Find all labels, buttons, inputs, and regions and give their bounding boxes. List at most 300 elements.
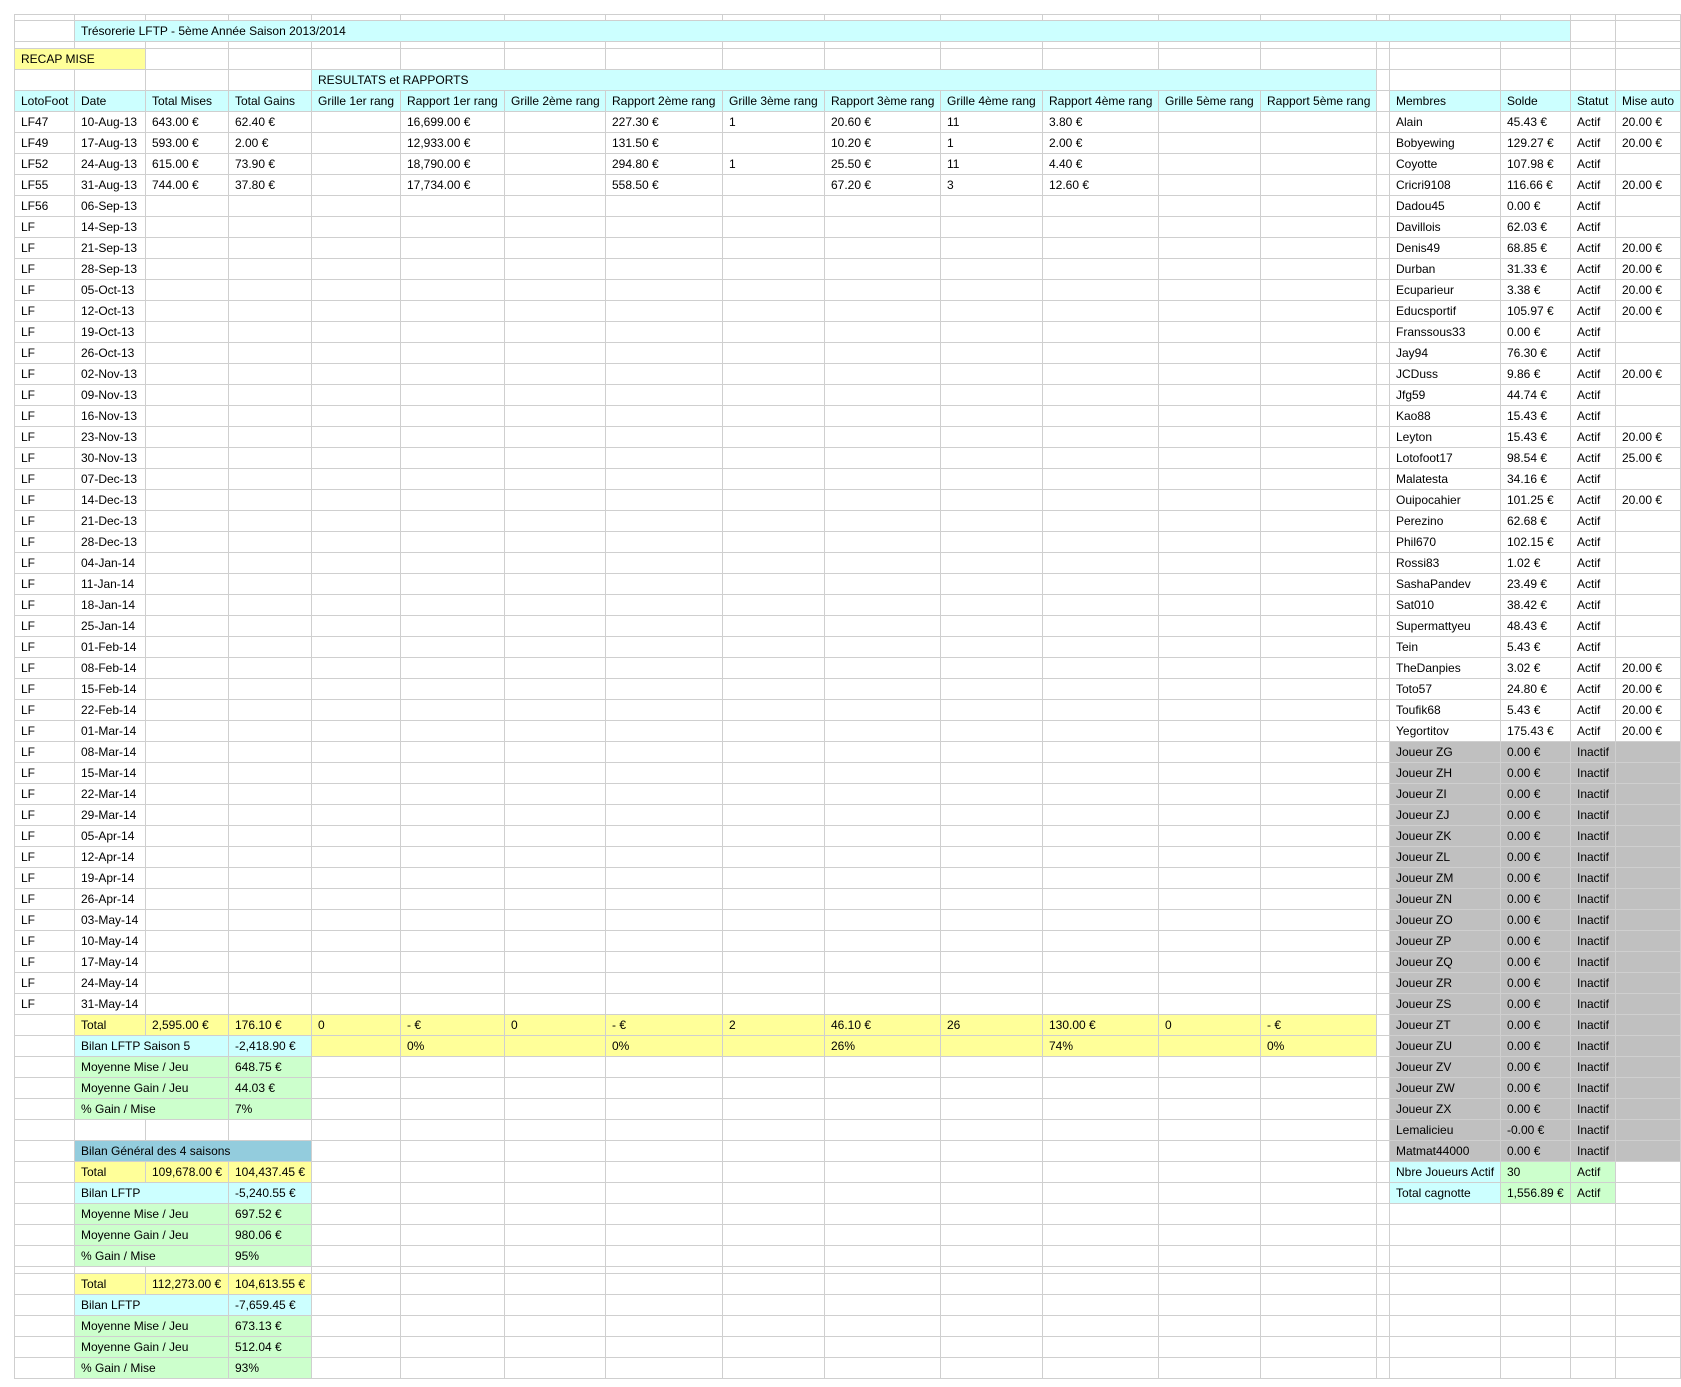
- empty-cell[interactable]: [941, 1057, 1043, 1078]
- game-value-cell[interactable]: [825, 469, 941, 490]
- game-value-cell[interactable]: [1159, 574, 1261, 595]
- general-value[interactable]: 673.13 €: [229, 1316, 312, 1337]
- empty-cell[interactable]: [1043, 1120, 1159, 1141]
- game-value-cell[interactable]: [1261, 994, 1377, 1015]
- empty-cell[interactable]: [1159, 1120, 1261, 1141]
- spacer-cell[interactable]: [1377, 994, 1390, 1015]
- general-value[interactable]: 697.52 €: [229, 1204, 312, 1225]
- game-value-cell[interactable]: [312, 196, 401, 217]
- spacer-cell[interactable]: [1377, 1141, 1390, 1162]
- game-value-cell[interactable]: [1261, 406, 1377, 427]
- spacer-cell[interactable]: [1377, 1225, 1390, 1246]
- game-value-cell[interactable]: [229, 616, 312, 637]
- game-id-cell[interactable]: LF: [15, 322, 75, 343]
- game-value-cell[interactable]: [401, 805, 505, 826]
- total-cell[interactable]: [15, 1015, 75, 1036]
- game-value-cell[interactable]: [1159, 301, 1261, 322]
- game-value-cell[interactable]: [1043, 385, 1159, 406]
- empty-cell[interactable]: [229, 42, 312, 49]
- empty-cell[interactable]: [606, 1204, 723, 1225]
- recap-label[interactable]: RECAP MISE: [15, 49, 146, 70]
- game-value-cell[interactable]: [1261, 427, 1377, 448]
- game-value-cell[interactable]: [1261, 784, 1377, 805]
- member-balance-cell[interactable]: 0.00 €: [1501, 784, 1571, 805]
- game-value-cell[interactable]: [1043, 637, 1159, 658]
- game-value-cell[interactable]: [606, 301, 723, 322]
- general-label[interactable]: % Gain / Mise: [75, 1246, 229, 1267]
- game-value-cell[interactable]: 12,933.00 €: [401, 133, 505, 154]
- empty-cell[interactable]: [723, 1162, 825, 1183]
- general-label[interactable]: Moyenne Gain / Jeu: [75, 1225, 229, 1246]
- game-date-cell[interactable]: 17-May-14: [75, 952, 146, 973]
- empty-cell[interactable]: [75, 1267, 146, 1274]
- game-value-cell[interactable]: [505, 175, 606, 196]
- empty-cell[interactable]: [1261, 1057, 1377, 1078]
- member-auto-bet-cell[interactable]: [1616, 784, 1681, 805]
- empty-cell[interactable]: [1261, 1204, 1377, 1225]
- member-balance-cell[interactable]: 105.97 €: [1501, 301, 1571, 322]
- total-cell[interactable]: 26: [941, 1015, 1043, 1036]
- game-value-cell[interactable]: [505, 259, 606, 280]
- empty-cell[interactable]: [1616, 1162, 1681, 1183]
- empty-cell[interactable]: [1501, 42, 1571, 49]
- game-value-cell[interactable]: [146, 763, 229, 784]
- game-value-cell[interactable]: [505, 826, 606, 847]
- game-value-cell[interactable]: [505, 343, 606, 364]
- game-value-cell[interactable]: [723, 196, 825, 217]
- game-value-cell[interactable]: 37.80 €: [229, 175, 312, 196]
- member-status-cell[interactable]: Inactif: [1571, 910, 1616, 931]
- game-value-cell[interactable]: [825, 448, 941, 469]
- general-value[interactable]: 109,678.00 €: [146, 1162, 229, 1183]
- member-name-cell[interactable]: Joueur ZH: [1390, 763, 1501, 784]
- game-value-cell[interactable]: 67.20 €: [825, 175, 941, 196]
- member-balance-cell[interactable]: 0.00 €: [1501, 973, 1571, 994]
- game-value-cell[interactable]: [1159, 805, 1261, 826]
- empty-cell[interactable]: [1390, 1267, 1501, 1274]
- member-status-cell[interactable]: Inactif: [1571, 784, 1616, 805]
- empty-cell[interactable]: [312, 42, 401, 49]
- game-value-cell[interactable]: [312, 427, 401, 448]
- game-value-cell[interactable]: [941, 385, 1043, 406]
- member-balance-cell[interactable]: 76.30 €: [1501, 343, 1571, 364]
- game-value-cell[interactable]: [825, 637, 941, 658]
- member-status-cell[interactable]: Actif: [1571, 364, 1616, 385]
- empty-cell[interactable]: [505, 42, 606, 49]
- empty-cell[interactable]: [505, 1358, 606, 1379]
- member-auto-bet-cell[interactable]: 20.00 €: [1616, 238, 1681, 259]
- game-value-cell[interactable]: [146, 994, 229, 1015]
- game-date-cell[interactable]: 11-Jan-14: [75, 574, 146, 595]
- empty-cell[interactable]: [312, 1295, 401, 1316]
- empty-cell[interactable]: [1377, 70, 1390, 91]
- game-value-cell[interactable]: [825, 595, 941, 616]
- spacer-cell[interactable]: [1377, 1078, 1390, 1099]
- game-value-cell[interactable]: [1159, 154, 1261, 175]
- empty-cell[interactable]: [15, 1274, 75, 1295]
- game-value-cell[interactable]: [825, 427, 941, 448]
- empty-cell[interactable]: [1043, 49, 1159, 70]
- empty-cell[interactable]: [1571, 1337, 1616, 1358]
- game-value-cell[interactable]: [606, 238, 723, 259]
- game-value-cell[interactable]: [1043, 700, 1159, 721]
- game-value-cell[interactable]: [1261, 931, 1377, 952]
- game-id-cell[interactable]: LF: [15, 889, 75, 910]
- general-value[interactable]: 95%: [229, 1246, 312, 1267]
- game-value-cell[interactable]: [229, 448, 312, 469]
- game-value-cell[interactable]: [146, 259, 229, 280]
- game-value-cell[interactable]: [1261, 490, 1377, 511]
- game-value-cell[interactable]: [229, 217, 312, 238]
- game-value-cell[interactable]: [1261, 238, 1377, 259]
- empty-cell[interactable]: [15, 1141, 75, 1162]
- game-value-cell[interactable]: [825, 553, 941, 574]
- game-value-cell[interactable]: [1043, 406, 1159, 427]
- empty-cell[interactable]: [723, 1267, 825, 1274]
- game-value-cell[interactable]: [723, 385, 825, 406]
- empty-cell[interactable]: [1043, 1141, 1159, 1162]
- empty-cell[interactable]: [723, 1295, 825, 1316]
- empty-cell[interactable]: [1616, 49, 1681, 70]
- column-header[interactable]: Date: [75, 91, 146, 112]
- total-cell[interactable]: 2,595.00 €: [146, 1015, 229, 1036]
- spacer-cell[interactable]: [1377, 511, 1390, 532]
- empty-cell[interactable]: [312, 1141, 401, 1162]
- bilan-percent-cell[interactable]: [1159, 1036, 1261, 1057]
- spacer-cell[interactable]: [1377, 805, 1390, 826]
- member-name-cell[interactable]: Educsportif: [1390, 301, 1501, 322]
- member-balance-cell[interactable]: 0.00 €: [1501, 1057, 1571, 1078]
- game-value-cell[interactable]: [229, 427, 312, 448]
- game-value-cell[interactable]: [312, 364, 401, 385]
- empty-cell[interactable]: [1043, 1295, 1159, 1316]
- member-name-cell[interactable]: SashaPandev: [1390, 574, 1501, 595]
- game-value-cell[interactable]: [825, 868, 941, 889]
- game-value-cell[interactable]: [505, 238, 606, 259]
- spacer-cell[interactable]: [1377, 1204, 1390, 1225]
- game-value-cell[interactable]: [401, 364, 505, 385]
- game-value-cell[interactable]: 73.90 €: [229, 154, 312, 175]
- spacer-cell[interactable]: [1377, 1246, 1390, 1267]
- game-id-cell[interactable]: LF: [15, 280, 75, 301]
- game-value-cell[interactable]: [401, 322, 505, 343]
- empty-cell[interactable]: [1159, 1162, 1261, 1183]
- game-value-cell[interactable]: 11: [941, 112, 1043, 133]
- game-value-cell[interactable]: [941, 196, 1043, 217]
- general-value[interactable]: -7,659.45 €: [229, 1295, 312, 1316]
- empty-cell[interactable]: [401, 1337, 505, 1358]
- game-value-cell[interactable]: [312, 217, 401, 238]
- game-value-cell[interactable]: [825, 910, 941, 931]
- general-title[interactable]: Bilan Général des 4 saisons: [75, 1141, 312, 1162]
- game-value-cell[interactable]: [825, 385, 941, 406]
- game-value-cell[interactable]: [312, 553, 401, 574]
- game-date-cell[interactable]: 08-Mar-14: [75, 742, 146, 763]
- member-column-header[interactable]: Membres: [1390, 91, 1501, 112]
- empty-cell[interactable]: [1501, 1204, 1571, 1225]
- game-value-cell[interactable]: [312, 742, 401, 763]
- game-value-cell[interactable]: [606, 700, 723, 721]
- game-value-cell[interactable]: [1261, 322, 1377, 343]
- empty-cell[interactable]: [401, 49, 505, 70]
- game-value-cell[interactable]: [1261, 847, 1377, 868]
- game-value-cell[interactable]: [941, 616, 1043, 637]
- game-id-cell[interactable]: LF: [15, 427, 75, 448]
- game-date-cell[interactable]: 21-Sep-13: [75, 238, 146, 259]
- game-value-cell[interactable]: [606, 196, 723, 217]
- game-value-cell[interactable]: [1261, 826, 1377, 847]
- game-value-cell[interactable]: [723, 910, 825, 931]
- empty-cell[interactable]: [312, 1337, 401, 1358]
- game-id-cell[interactable]: LF: [15, 490, 75, 511]
- game-id-cell[interactable]: LF: [15, 448, 75, 469]
- game-value-cell[interactable]: [401, 721, 505, 742]
- column-header[interactable]: Grille 1er rang: [312, 91, 401, 112]
- game-value-cell[interactable]: [723, 637, 825, 658]
- empty-cell[interactable]: [825, 1120, 941, 1141]
- game-value-cell[interactable]: [1159, 280, 1261, 301]
- game-value-cell[interactable]: [505, 973, 606, 994]
- game-value-cell[interactable]: [1261, 973, 1377, 994]
- empty-cell[interactable]: [941, 1295, 1043, 1316]
- game-value-cell[interactable]: [723, 721, 825, 742]
- game-value-cell[interactable]: [505, 490, 606, 511]
- game-value-cell[interactable]: [1043, 301, 1159, 322]
- member-auto-bet-cell[interactable]: 20.00 €: [1616, 658, 1681, 679]
- game-value-cell[interactable]: [1159, 385, 1261, 406]
- spacer-cell[interactable]: [1377, 175, 1390, 196]
- member-balance-cell[interactable]: 0.00 €: [1501, 322, 1571, 343]
- game-value-cell[interactable]: [1261, 154, 1377, 175]
- member-column-header[interactable]: Statut: [1571, 91, 1616, 112]
- game-value-cell[interactable]: [1043, 616, 1159, 637]
- member-status-cell[interactable]: Actif: [1571, 574, 1616, 595]
- game-value-cell[interactable]: [1261, 511, 1377, 532]
- game-value-cell[interactable]: [505, 427, 606, 448]
- empty-cell[interactable]: [1616, 1225, 1681, 1246]
- empty-cell[interactable]: [401, 1274, 505, 1295]
- game-value-cell[interactable]: [941, 679, 1043, 700]
- game-value-cell[interactable]: [229, 784, 312, 805]
- game-value-cell[interactable]: [1261, 217, 1377, 238]
- member-name-cell[interactable]: Kao88: [1390, 406, 1501, 427]
- empty-cell[interactable]: [401, 1358, 505, 1379]
- game-value-cell[interactable]: [1159, 910, 1261, 931]
- member-status-cell[interactable]: Actif: [1571, 343, 1616, 364]
- empty-cell[interactable]: [1159, 1246, 1261, 1267]
- game-value-cell[interactable]: [312, 763, 401, 784]
- empty-cell[interactable]: [15, 1162, 75, 1183]
- game-value-cell[interactable]: [723, 448, 825, 469]
- game-value-cell[interactable]: [146, 490, 229, 511]
- game-value-cell[interactable]: [1159, 637, 1261, 658]
- game-value-cell[interactable]: [1261, 175, 1377, 196]
- empty-cell[interactable]: [312, 1225, 401, 1246]
- empty-cell[interactable]: [1571, 21, 1616, 42]
- spacer-cell[interactable]: [1377, 889, 1390, 910]
- empty-cell[interactable]: [1159, 1337, 1261, 1358]
- game-value-cell[interactable]: [1159, 742, 1261, 763]
- game-id-cell[interactable]: LF: [15, 238, 75, 259]
- empty-cell[interactable]: [825, 1274, 941, 1295]
- general-label[interactable]: % Gain / Mise: [75, 1358, 229, 1379]
- column-header[interactable]: Total Gains: [229, 91, 312, 112]
- game-value-cell[interactable]: [401, 406, 505, 427]
- member-auto-bet-cell[interactable]: [1616, 532, 1681, 553]
- member-name-cell[interactable]: Toto57: [1390, 679, 1501, 700]
- spacer-cell[interactable]: [1377, 259, 1390, 280]
- member-balance-cell[interactable]: 0.00 €: [1501, 1099, 1571, 1120]
- game-value-cell[interactable]: [401, 217, 505, 238]
- stat-label[interactable]: Moyenne Gain / Jeu: [75, 1078, 229, 1099]
- spacer-cell[interactable]: [1377, 784, 1390, 805]
- game-value-cell[interactable]: [401, 847, 505, 868]
- spacer-cell[interactable]: [1377, 637, 1390, 658]
- empty-cell[interactable]: [505, 1141, 606, 1162]
- column-header[interactable]: LotoFoot: [15, 91, 75, 112]
- game-value-cell[interactable]: [606, 217, 723, 238]
- game-value-cell[interactable]: [146, 448, 229, 469]
- game-value-cell[interactable]: [1043, 448, 1159, 469]
- empty-cell[interactable]: [825, 49, 941, 70]
- game-value-cell[interactable]: [401, 784, 505, 805]
- game-date-cell[interactable]: 15-Feb-14: [75, 679, 146, 700]
- game-value-cell[interactable]: [606, 973, 723, 994]
- member-name-cell[interactable]: Joueur ZQ: [1390, 952, 1501, 973]
- game-id-cell[interactable]: LF: [15, 784, 75, 805]
- game-value-cell[interactable]: [941, 763, 1043, 784]
- empty-cell[interactable]: [1571, 1295, 1616, 1316]
- game-value-cell[interactable]: [723, 469, 825, 490]
- game-value-cell[interactable]: [146, 427, 229, 448]
- game-date-cell[interactable]: 26-Apr-14: [75, 889, 146, 910]
- game-value-cell[interactable]: [312, 511, 401, 532]
- empty-cell[interactable]: [606, 1358, 723, 1379]
- stat-label[interactable]: Moyenne Mise / Jeu: [75, 1057, 229, 1078]
- game-value-cell[interactable]: [825, 952, 941, 973]
- game-value-cell[interactable]: [312, 952, 401, 973]
- game-id-cell[interactable]: LF: [15, 406, 75, 427]
- empty-cell[interactable]: [1616, 1274, 1681, 1295]
- game-value-cell[interactable]: [401, 574, 505, 595]
- member-name-cell[interactable]: Jay94: [1390, 343, 1501, 364]
- member-balance-cell[interactable]: 116.66 €: [1501, 175, 1571, 196]
- game-value-cell[interactable]: [606, 931, 723, 952]
- game-value-cell[interactable]: [941, 931, 1043, 952]
- game-id-cell[interactable]: LF: [15, 595, 75, 616]
- game-id-cell[interactable]: LF: [15, 217, 75, 238]
- game-value-cell[interactable]: [1261, 364, 1377, 385]
- spacer-cell[interactable]: [1377, 217, 1390, 238]
- total-cell[interactable]: 0: [505, 1015, 606, 1036]
- game-value-cell[interactable]: [941, 490, 1043, 511]
- general-label[interactable]: Bilan LFTP: [75, 1295, 229, 1316]
- empty-cell[interactable]: [1261, 1358, 1377, 1379]
- game-value-cell[interactable]: [825, 301, 941, 322]
- game-value-cell[interactable]: [723, 280, 825, 301]
- spacer-cell[interactable]: [1377, 1183, 1390, 1204]
- game-value-cell[interactable]: [505, 595, 606, 616]
- game-value-cell[interactable]: [229, 511, 312, 532]
- game-value-cell[interactable]: [229, 637, 312, 658]
- game-value-cell[interactable]: [941, 658, 1043, 679]
- empty-cell[interactable]: [941, 1267, 1043, 1274]
- game-value-cell[interactable]: [941, 364, 1043, 385]
- total-cell[interactable]: 176.10 €: [229, 1015, 312, 1036]
- spacer-cell[interactable]: [1377, 154, 1390, 175]
- game-value-cell[interactable]: [825, 721, 941, 742]
- member-status-cell[interactable]: Actif: [1571, 259, 1616, 280]
- member-auto-bet-cell[interactable]: [1616, 196, 1681, 217]
- member-auto-bet-cell[interactable]: [1616, 1141, 1681, 1162]
- member-auto-bet-cell[interactable]: [1616, 889, 1681, 910]
- empty-cell[interactable]: [1261, 1274, 1377, 1295]
- game-value-cell[interactable]: [229, 553, 312, 574]
- member-status-cell[interactable]: Actif: [1571, 385, 1616, 406]
- game-value-cell[interactable]: [1043, 931, 1159, 952]
- member-name-cell[interactable]: Matmat44000: [1390, 1141, 1501, 1162]
- game-value-cell[interactable]: [941, 280, 1043, 301]
- game-value-cell[interactable]: [941, 784, 1043, 805]
- empty-cell[interactable]: [75, 42, 146, 49]
- game-value-cell[interactable]: [146, 238, 229, 259]
- sheet-title[interactable]: Trésorerie LFTP - 5ème Année Saison 2013/2014: [75, 21, 1571, 42]
- empty-cell[interactable]: [1616, 1316, 1681, 1337]
- spacer-cell[interactable]: [1377, 280, 1390, 301]
- member-name-cell[interactable]: Joueur ZS: [1390, 994, 1501, 1015]
- member-balance-cell[interactable]: 23.49 €: [1501, 574, 1571, 595]
- game-value-cell[interactable]: [606, 826, 723, 847]
- game-value-cell[interactable]: [1261, 889, 1377, 910]
- game-value-cell[interactable]: [505, 952, 606, 973]
- general-label[interactable]: Moyenne Mise / Jeu: [75, 1204, 229, 1225]
- empty-cell[interactable]: [1043, 1274, 1159, 1295]
- game-value-cell[interactable]: [312, 595, 401, 616]
- empty-cell[interactable]: [505, 1162, 606, 1183]
- game-value-cell[interactable]: [505, 847, 606, 868]
- game-date-cell[interactable]: 24-May-14: [75, 973, 146, 994]
- game-value-cell[interactable]: [312, 175, 401, 196]
- game-id-cell[interactable]: LF: [15, 742, 75, 763]
- game-value-cell[interactable]: [312, 994, 401, 1015]
- game-value-cell[interactable]: [146, 217, 229, 238]
- game-value-cell[interactable]: [312, 616, 401, 637]
- game-date-cell[interactable]: 22-Feb-14: [75, 700, 146, 721]
- game-value-cell[interactable]: [312, 238, 401, 259]
- empty-cell[interactable]: [1261, 49, 1377, 70]
- game-value-cell[interactable]: [505, 763, 606, 784]
- member-status-cell[interactable]: Actif: [1571, 301, 1616, 322]
- empty-cell[interactable]: [941, 1316, 1043, 1337]
- game-value-cell[interactable]: [1159, 973, 1261, 994]
- empty-cell[interactable]: [312, 1057, 401, 1078]
- game-value-cell[interactable]: [229, 595, 312, 616]
- empty-cell[interactable]: [312, 1078, 401, 1099]
- game-value-cell[interactable]: [825, 784, 941, 805]
- game-value-cell[interactable]: [723, 700, 825, 721]
- bilan-percent-cell[interactable]: [312, 1036, 401, 1057]
- game-value-cell[interactable]: [825, 490, 941, 511]
- member-auto-bet-cell[interactable]: [1616, 511, 1681, 532]
- game-value-cell[interactable]: [401, 259, 505, 280]
- game-value-cell[interactable]: [401, 763, 505, 784]
- empty-cell[interactable]: [941, 1099, 1043, 1120]
- game-value-cell[interactable]: [146, 952, 229, 973]
- game-id-cell[interactable]: LF: [15, 826, 75, 847]
- empty-cell[interactable]: [606, 1267, 723, 1274]
- game-value-cell[interactable]: [825, 217, 941, 238]
- spacer-cell[interactable]: [1377, 1295, 1390, 1316]
